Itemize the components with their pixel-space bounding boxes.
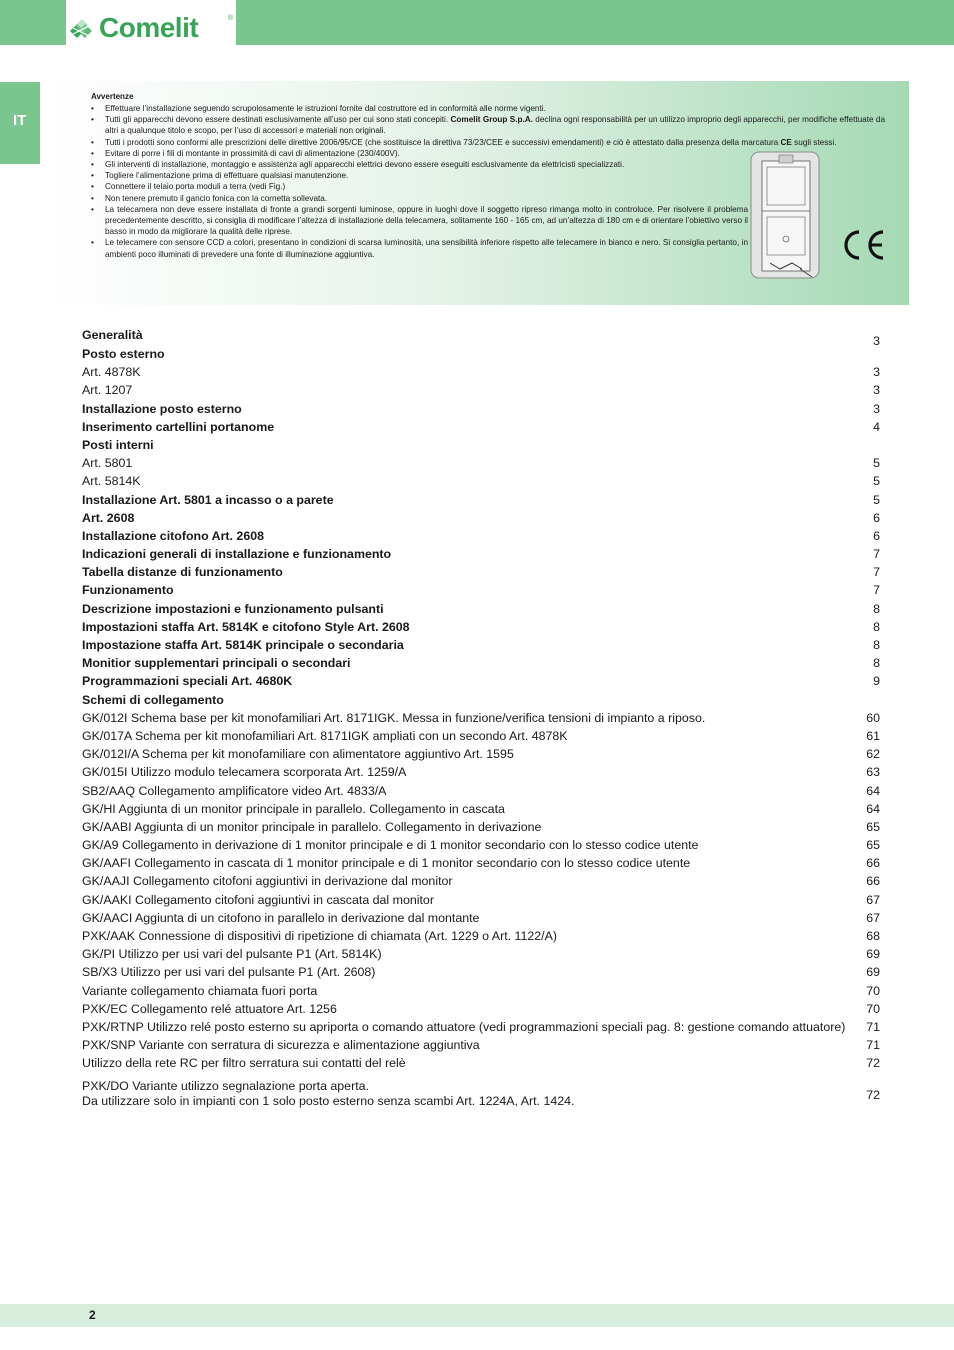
toc-title: Installazione Art. 5801 a incasso o a parete [82, 492, 334, 507]
toc-page: 3 [873, 365, 880, 380]
toc-title: GK/AAKI Collegamento citofoni aggiuntivi in cascata dal monitor [82, 892, 434, 907]
toc-row [82, 1073, 880, 1119]
toc-page: 7 [873, 547, 880, 562]
toc-page: 69 [866, 965, 880, 980]
toc-title: Art. 4878K [82, 365, 141, 380]
toc-page: 61 [866, 728, 880, 743]
toc-page: 8 [873, 601, 880, 616]
toc-title: Indicazioni generali di installazione e funzionamento [82, 547, 392, 562]
toc-page: 71 [866, 1038, 880, 1053]
toc-title-line: PXK/DO Variante utilizzo segnalazione porta aperta. [82, 1078, 369, 1093]
toc-row [82, 636, 880, 654]
toc-page: 65 [866, 838, 880, 853]
toc-row [82, 326, 880, 348]
toc-page: 68 [866, 929, 880, 943]
toc-page: 63 [866, 765, 880, 780]
module-frame-figure [750, 151, 820, 281]
toc-page: 70 [866, 1001, 880, 1016]
toc-page: 5 [873, 456, 880, 471]
toc-row [82, 909, 880, 927]
toc-row [82, 581, 880, 599]
toc-title: Descrizione impostazioni e funzionamento pulsanti [82, 601, 384, 616]
toc-row [82, 600, 880, 618]
toc-title-line: Da utilizzare solo in impianti con 1 solo posto esterno senza scambi Art. 1224A, Art. 1424. [82, 1093, 575, 1108]
toc-page: 7 [873, 565, 880, 580]
toc-row [82, 527, 880, 545]
toc-row [82, 563, 880, 581]
toc-title: Art. 1207 [82, 383, 133, 398]
comelit-logo [66, 0, 236, 45]
toc-title: Installazione posto esterno [82, 401, 242, 416]
warnings-box [45, 81, 909, 305]
toc-title: Impostazione staffa Art. 5814K principale o secondaria [82, 638, 404, 652]
toc-row [82, 454, 880, 472]
toc-page: 67 [866, 910, 880, 925]
toc-row [82, 618, 880, 636]
toc-title: Generalità [82, 328, 143, 342]
toc-page: 3 [873, 383, 880, 398]
toc-title: Art. 2608 [82, 510, 135, 525]
toc-row [82, 436, 880, 454]
toc-title: GK/015I Utilizzo modulo telecamera scorporata Art. 1259/A [82, 765, 407, 780]
toc-page: 8 [873, 638, 880, 652]
language-label: IT [13, 112, 27, 129]
footer-band [0, 1304, 954, 1327]
toc-title: SB/X3 Utilizzo per usi vari del pulsante P1 (Art. 2608) [82, 965, 376, 980]
toc-title: Installazione citofono Art. 2608 [82, 528, 264, 543]
toc-page: 5 [873, 492, 880, 507]
logo-text: Comelit [99, 12, 199, 43]
language-tab [0, 82, 40, 164]
toc-title: Programmazioni speciali Art. 4680K [82, 674, 293, 689]
toc-row [82, 472, 880, 490]
toc-row [82, 1054, 880, 1072]
toc-title: PXK/EC Collegamento relé attuatore Art. 1256 [82, 1001, 337, 1016]
logo-registered-mark: ® [228, 15, 234, 22]
toc-page: 65 [866, 819, 880, 834]
toc-page: 66 [866, 856, 880, 871]
toc-row [82, 400, 880, 418]
toc-title: PXK/AAK Connessione di dispositivi di ripetizione di chiamata (Art. 1229 o Art. 1122/A) [82, 929, 557, 943]
toc-title: Variante collegamento chiamata fuori porta [82, 983, 318, 998]
toc-page: 71 [866, 1019, 880, 1034]
toc-page: 64 [866, 783, 880, 798]
toc-row [82, 945, 880, 963]
warning-item: • Tutti gli apparecchi devono essere destinati esclusivamente all’uso per cui sono stati concepiti. Comelit Group S.p.A. declina ogni responsabilità per un utilizzo improprio degli apparecchi, per modifiche effettuate da altri a qualunque titolo e scopo, per l’uso di accessori e materiali non originali. [91, 114, 885, 136]
toc-page: 64 [866, 801, 880, 816]
warning-item: • La telecamera non deve essere installata di fronte a grandi sorgenti luminose, oppure in luoghi dove il soggetto ripreso rimanga molto in controluce. Per risolvere il problema precedentemente descritto, si consiglia di modificare l’altezza di installazione della telecamera, solitamente 160 - 165 cm, ad un’altezza di 180 cm e di orientare l’obiettivo verso il basso in modo da migliorare la qualità delle riprese. [91, 204, 748, 238]
toc-page: 8 [873, 656, 880, 671]
toc-page: 6 [873, 528, 880, 543]
toc-row [82, 836, 880, 854]
toc-title: Schemi di collegamento [82, 692, 224, 707]
toc-title: GK/012I/A Schema per kit monofamiliare con alimentatore aggiuntivo Art. 1595 [82, 747, 514, 762]
toc-title: PXK/RTNP Utilizzo relé posto esterno su apriporta o comando attuatore (vedi programmazioni speciali pag. 8: gestione comando attuatore) [82, 1019, 846, 1034]
toc-row [82, 727, 880, 745]
toc-page: 66 [866, 874, 880, 889]
warning-item: • Connettere il telaio porta moduli a terra (vedi Fig.) [91, 181, 885, 192]
toc-title: PXK/SNP Variante con serratura di sicurezza e alimentazione aggiuntiva [82, 1038, 480, 1053]
toc-title: Funzionamento [82, 583, 174, 598]
toc-title: GK/A9 Collegamento in derivazione di 1 monitor principale e di 1 monitor secondario con lo stesso codice utente [82, 838, 699, 853]
toc-row [82, 854, 880, 872]
toc-title: Posto esterno [82, 347, 165, 361]
toc-title: GK/AAJI Collegamento citofoni aggiuntivi in derivazione dal monitor [82, 874, 453, 889]
warning-item: • Non tenere premuto il gancio fonica con la cornetta sollevata. [91, 193, 885, 204]
toc-page: 8 [873, 619, 880, 634]
toc-title: Posti interni [82, 437, 154, 452]
toc-row [82, 982, 880, 1000]
toc-row [82, 1018, 880, 1036]
table-of-contents [82, 326, 880, 1119]
toc-page: 3 [873, 401, 880, 416]
toc-title: Inserimento cartellini portanome [82, 419, 275, 434]
toc-page: 72 [866, 1056, 880, 1071]
toc-page: 4 [873, 419, 880, 434]
toc-page: 5 [873, 474, 880, 489]
toc-page: 60 [866, 710, 880, 725]
toc-row [82, 691, 880, 709]
toc-row [82, 672, 880, 690]
warning-item: • Evitare di porre i fili di montante in prossimità di cavi di alimentazione (230/400V). [91, 148, 885, 159]
toc-row [82, 345, 880, 363]
toc-title: Tabella distanze di funzionamento [82, 565, 283, 580]
toc-title: Monitior supplementari principali o secondari [82, 656, 351, 671]
toc-page: 72 [866, 1087, 880, 1102]
warning-item: • Effettuare l’installazione seguendo scrupolosamente le istruzioni fornite dal costruttore ed in conformità alle norme vigenti. [91, 103, 885, 114]
toc-row [82, 763, 880, 781]
toc-row [82, 381, 880, 399]
warning-item: • Togliere l’alimentazione prima di effettuare qualsiasi manutenzione. [91, 170, 885, 181]
header-band [0, 0, 954, 45]
toc-title: SB2/AAQ Collegamento amplificatore video Art. 4833/A [82, 783, 387, 798]
toc-title: Utilizzo della rete RC per filtro serratura sui contatti del relè [82, 1056, 406, 1071]
warning-item: • Tutti i prodotti sono conformi alle prescrizioni delle direttive 2006/95/CE (che sostituisce la direttiva 73/23/CEE e successivi emendamenti) e ciò è attestato dalla presenza della marcatura CE sugli stessi. [91, 137, 885, 148]
logo-mark-icon [70, 20, 98, 42]
warnings-title: Avvertenze [91, 92, 134, 101]
toc-row [82, 363, 880, 381]
toc-row [82, 1036, 880, 1054]
toc-row [82, 418, 880, 436]
toc-page: 62 [866, 747, 880, 762]
toc-page: 70 [866, 983, 880, 998]
toc-title: GK/017A Schema per kit monofamiliari Art. 8171IGK ampliati con un secondo Art. 4878K [82, 728, 568, 743]
toc-title: GK/012I Schema base per kit monofamiliari Art. 8171IGK. Messa in funzione/verifica tensioni di impianto a riposo. [82, 710, 706, 725]
toc-row [82, 745, 880, 763]
toc-row [82, 509, 880, 527]
toc-page: 3 [873, 334, 880, 348]
toc-row [82, 872, 880, 890]
toc-row [82, 963, 880, 981]
page-number: 2 [89, 1308, 96, 1322]
warning-item: • Gli interventi di installazione, montaggio e assistenza agli apparecchi elettrici devono essere eseguiti esclusivamente da elettricisti specializzati. [91, 159, 885, 170]
toc-row [82, 545, 880, 563]
toc-title: GK/PI Utilizzo per usi vari del pulsante P1 (Art. 5814K) [82, 947, 382, 962]
warning-item: • Le telecamere con sensore CCD a colori, presentano in condizioni di scarsa luminosità, una sensibilità inferiore rispetto alle telecamere in bianco e nero. Si consiglia pertanto, in ambienti poco illuminati di prevedere una fonte di illuminazione aggiuntiva. [91, 237, 748, 259]
ce-mark-icon [838, 227, 888, 263]
toc-row [82, 891, 880, 909]
toc-page: 9 [873, 674, 880, 689]
toc-row [82, 818, 880, 836]
toc-page: 69 [866, 947, 880, 962]
toc-title [82, 1079, 574, 1109]
toc-page: 6 [873, 510, 880, 525]
toc-title: Impostazioni staffa Art. 5814K e citofono Style Art. 2608 [82, 619, 410, 634]
toc-title: GK/AAFI Collegamento in cascata di 1 monitor principale e di 1 monitor secondario con lo stesso codice utente [82, 856, 691, 871]
toc-title: GK/HI Aggiunta di un monitor principale in parallelo. Collegamento in cascata [82, 801, 505, 816]
toc-row [82, 1000, 880, 1018]
toc-row [82, 654, 880, 672]
toc-title: GK/AACI Aggiunta di un citofono in parallelo in derivazione dal montante [82, 910, 480, 925]
toc-row [82, 491, 880, 509]
toc-row [82, 709, 880, 727]
toc-title: Art. 5801 [82, 456, 133, 471]
toc-title: GK/AABI Aggiunta di un monitor principale in parallelo. Collegamento in derivazione [82, 819, 542, 834]
toc-row [82, 927, 880, 945]
toc-page: 67 [866, 892, 880, 907]
toc-row [82, 800, 880, 818]
toc-title: Art. 5814K [82, 474, 141, 489]
toc-row [82, 782, 880, 800]
toc-page: 7 [873, 583, 880, 598]
